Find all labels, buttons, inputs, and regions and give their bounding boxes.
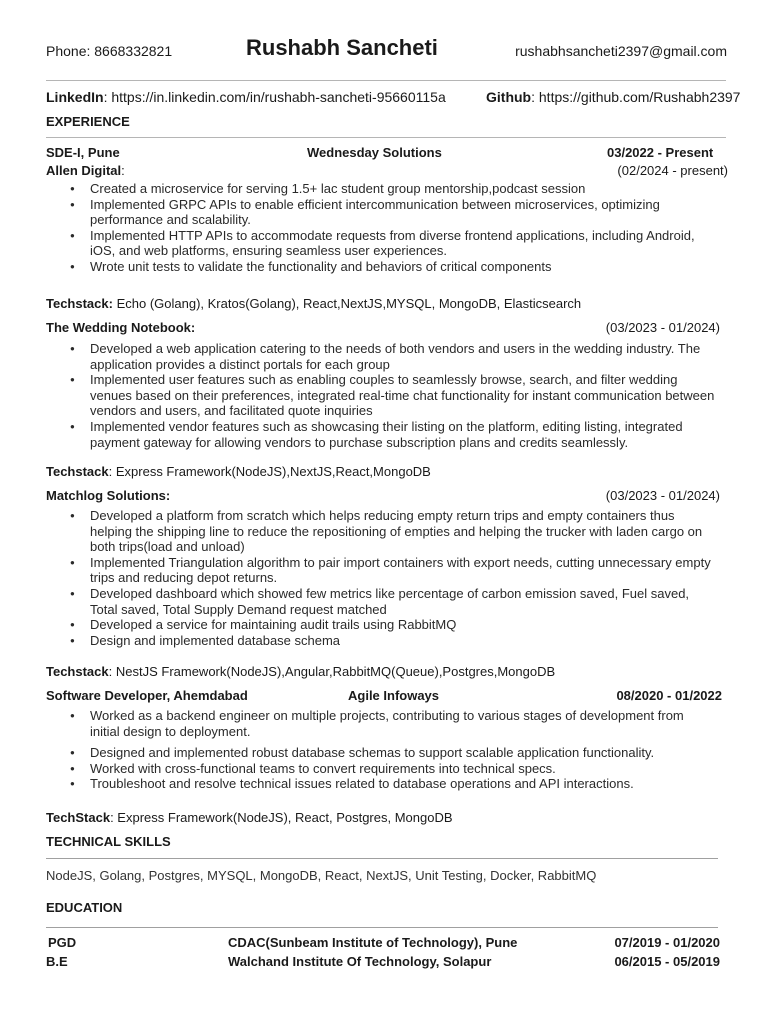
project-name-suffix: : (121, 163, 125, 178)
techstack-line (46, 664, 555, 679)
job-role: Software Developer, Ahemdabad (46, 688, 248, 703)
github-line (486, 89, 740, 105)
bullet-item: ● Designed and implemented robust database schemas to support scalable application functionality. (66, 745, 716, 761)
education-degree: PGD (48, 935, 77, 950)
education-degree: B.E (46, 954, 68, 969)
techstack-line (46, 464, 431, 479)
job-dates: 03/2022 - Present (607, 145, 714, 160)
techstack-line (46, 810, 453, 825)
github-label: Github (486, 89, 532, 105)
phone-label: Phone: (46, 43, 91, 59)
linkedin-line (46, 89, 446, 105)
github-url[interactable]: : https://github.com/Rushabh2397 (531, 89, 741, 105)
bullet-item: ● Worked with cross-functional teams to convert requirements into technical specs. (66, 761, 716, 777)
techstack-label: TechStack (46, 810, 111, 825)
bullet-item: ● Implemented HTTP APIs to accommodate requests from diverse frontend applications, including Android, iOS, and web platforms, ensuring seamless user experiences. (66, 228, 716, 259)
skills-list: NodeJS, Golang, Postgres, MYSQL, MongoDB, React, NextJS, Unit Testing, Docker, RabbitMQ (46, 868, 597, 883)
project-dates: (02/2024 - present) (617, 163, 728, 178)
email-address[interactable]: rushabhsancheti2397@gmail.com (515, 43, 727, 59)
project-bullet-list (66, 508, 716, 648)
techstack-label: Techstack: (46, 296, 113, 311)
project-dates: (03/2023 - 01/2024) (605, 488, 720, 503)
linkedin-label: LinkedIn (46, 89, 104, 105)
bullet-item: ● Developed a service for maintaining audit trails using RabbitMQ (66, 617, 716, 633)
education-dates: 07/2019 - 01/2020 (614, 935, 720, 950)
education-institute: Walchand Institute Of Technology, Solapur (228, 954, 492, 969)
bullet-item: ● Implemented GRPC APIs to enable efficient intercommunication between microservices, optimizing performance and scalability. (66, 197, 716, 228)
techstack-value: : NestJS Framework(NodeJS),Angular,RabbitMQ(Queue),Postgres,MongoDB (108, 664, 556, 679)
project-dates: (03/2023 - 01/2024) (605, 320, 720, 335)
header-divider (46, 80, 726, 81)
project-name: Allen Digital (46, 163, 122, 178)
education-divider (46, 927, 718, 928)
bullet-item: ● Troubleshoot and resolve technical issues related to database operations and API interactions. (66, 776, 716, 792)
bullet-item: ● Implemented Triangulation algorithm to pair import containers with export needs, cutting unnecessary empty trips and reducing depot returns. (66, 555, 716, 586)
bullet-item: ● Wrote unit tests to validate the functionality and behaviors of critical components (66, 259, 716, 275)
project-bullet-list (66, 181, 716, 275)
experience-divider (46, 137, 726, 138)
bullet-item: ● Developed a web application catering to the needs of both vendors and users in the wedding industry. The application provides a distinct portals for each group (66, 341, 716, 372)
project-name: Matchlog Solutions: (46, 488, 171, 503)
job-bullet-list (66, 708, 716, 792)
project-title (46, 163, 125, 178)
job-dates: 08/2020 - 01/2022 (616, 688, 722, 703)
bullet-item: ● Design and implemented database schema (66, 633, 716, 649)
techstack-label: Techstack (46, 664, 109, 679)
phone-number: 8668332821 (94, 43, 173, 59)
skills-divider (46, 858, 718, 859)
skills-heading: TECHNICAL SKILLS (46, 834, 171, 849)
education-institute: CDAC(Sunbeam Institute of Technology), Pune (228, 935, 518, 950)
job-company: Agile Infoways (348, 688, 440, 703)
candidate-name: Rushabh Sancheti (246, 35, 438, 60)
phone-line (46, 43, 172, 59)
techstack-label: Techstack (46, 464, 109, 479)
techstack-value: : Express Framework(NodeJS), React, Postgres, MongoDB (110, 810, 453, 825)
education-heading: EDUCATION (46, 900, 123, 915)
techstack-value: : Express Framework(NodeJS),NextJS,React,MongoDB (108, 464, 431, 479)
bullet-item: ● Implemented user features such as enabling couples to seamlessly browse, search, and filter wedding venues based on their preferences, integrated real-time chat functionality for instant communication between vendors and users, and facilitated quote inquiries (66, 372, 716, 419)
job-company: Wednesday Solutions (307, 145, 442, 160)
bullet-item: ● Developed a platform from scratch which helps reducing empty return trips and empty containers thus helping the shipping line to reduce the repositioning of empties and helping the trucker with laden cargo on both trips(load and unload) (66, 508, 716, 555)
bullet-item: ● Created a microservice for serving 1.5+ lac student group mentorship,podcast session (66, 181, 716, 197)
education-dates: 06/2015 - 05/2019 (614, 954, 720, 969)
bullet-item: ● Developed dashboard which showed few metrics like percentage of carbon emission saved, Fuel saved, Total saved, Total Supply Demand request matched (66, 586, 716, 617)
techstack-value: Echo (Golang), Kratos(Golang), React,NextJS,MYSQL, MongoDB, Elasticsearch (112, 296, 582, 311)
bullet-item: ● Worked as a backend engineer on multiple projects, contributing to various stages of development from initial design to deployment. (66, 708, 716, 739)
project-bullet-list (66, 341, 716, 450)
techstack-line (46, 296, 581, 311)
experience-heading: EXPERIENCE (46, 114, 130, 129)
project-name: The Wedding Notebook: (46, 320, 196, 335)
job-role: SDE-I, Pune (46, 145, 120, 160)
bullet-item: ● Implemented vendor features such as showcasing their listing on the platform, editing listing, integrated payment gateway for allowing vendors to purchase subscription plans and credits seamlessly. (66, 419, 716, 450)
linkedin-url[interactable]: : https://in.linkedin.com/in/rushabh-sancheti-95660115a (103, 89, 446, 105)
